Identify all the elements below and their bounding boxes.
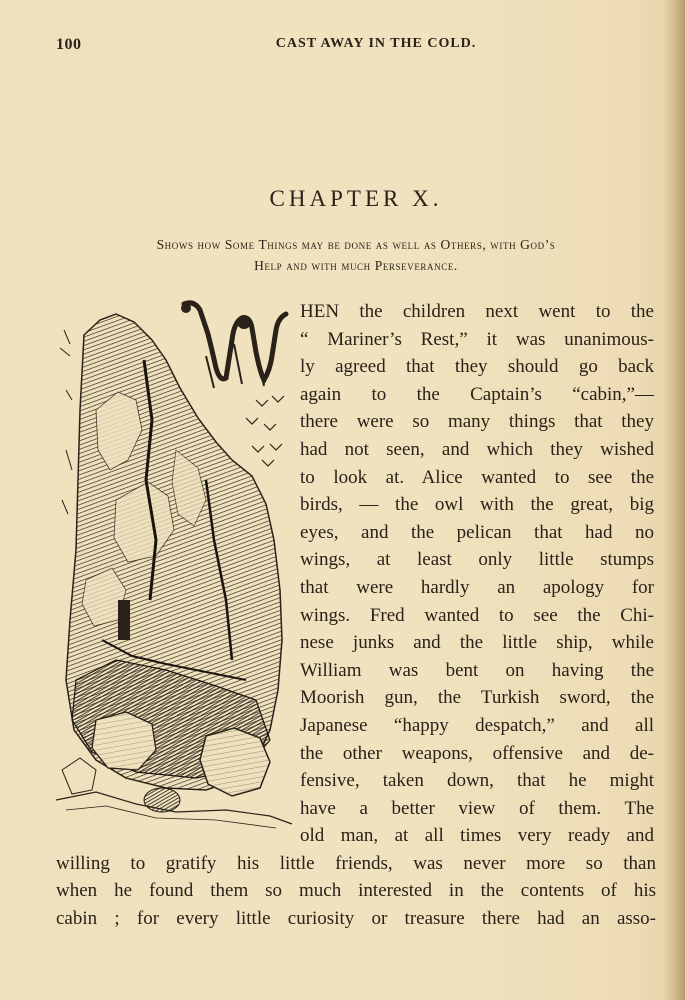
- text-line: HEN the children next went to the: [300, 301, 654, 322]
- chapter-summary-line-2: Help and with much Perseverance.: [254, 258, 458, 273]
- text-line: wings. Fred wanted to see the Chi-: [300, 604, 654, 626]
- text-line: cabin ; for every little curiosity or treasure there had an asso-: [56, 908, 656, 930]
- text-line: fensive, taken down, that he might: [300, 770, 654, 792]
- text-line: Japanese “happy despatch,” and all: [300, 714, 654, 736]
- text-line: William was bent on having the: [300, 659, 654, 681]
- running-title: CAST AWAY IN THE COLD.: [275, 36, 477, 51]
- text-line: have a better view of them. The: [300, 797, 654, 819]
- text-line: willing to gratify his little friends, was never more so than: [56, 852, 656, 874]
- text-line: old man, at all times very ready and: [300, 825, 654, 847]
- text-line: ly agreed that they should go back: [300, 356, 654, 378]
- text-line: birds, — the owl with the great, big: [300, 494, 654, 516]
- text-line: to look at. Alice wanted to see the: [300, 466, 654, 488]
- chapter-body-text: [56, 298, 656, 933]
- text-line: again to the Captain’s “cabin,”—: [300, 383, 654, 405]
- page-number: 100: [56, 36, 82, 53]
- chapter-summary: [56, 234, 656, 276]
- page-edge-shadow: [663, 0, 685, 1000]
- text-line: wings, at least only little stumps: [300, 549, 654, 571]
- text-line: nese junks and the little ship, while: [300, 632, 654, 654]
- chapter-summary-line-1: Shows how Some Things may be done as well as Others, with God’s: [156, 237, 556, 252]
- text-line: eyes, and the pelican that had no: [300, 521, 654, 543]
- text-line: that were hardly an apology for: [300, 576, 654, 598]
- text-line: when he found them so much interested in the contents of his: [56, 880, 656, 902]
- chapter-heading: CHAPTER X.: [269, 186, 443, 211]
- text-line: there were so many things that they: [300, 411, 654, 433]
- text-line: Moorish gun, the Turkish sword, the: [300, 687, 654, 709]
- text-line: “ Mariner’s Rest,” it was unanimous-: [300, 328, 654, 350]
- text-line: had not seen, and which they wished: [300, 438, 654, 460]
- running-head: [56, 36, 656, 58]
- text-line: the other weapons, offensive and de-: [300, 742, 654, 764]
